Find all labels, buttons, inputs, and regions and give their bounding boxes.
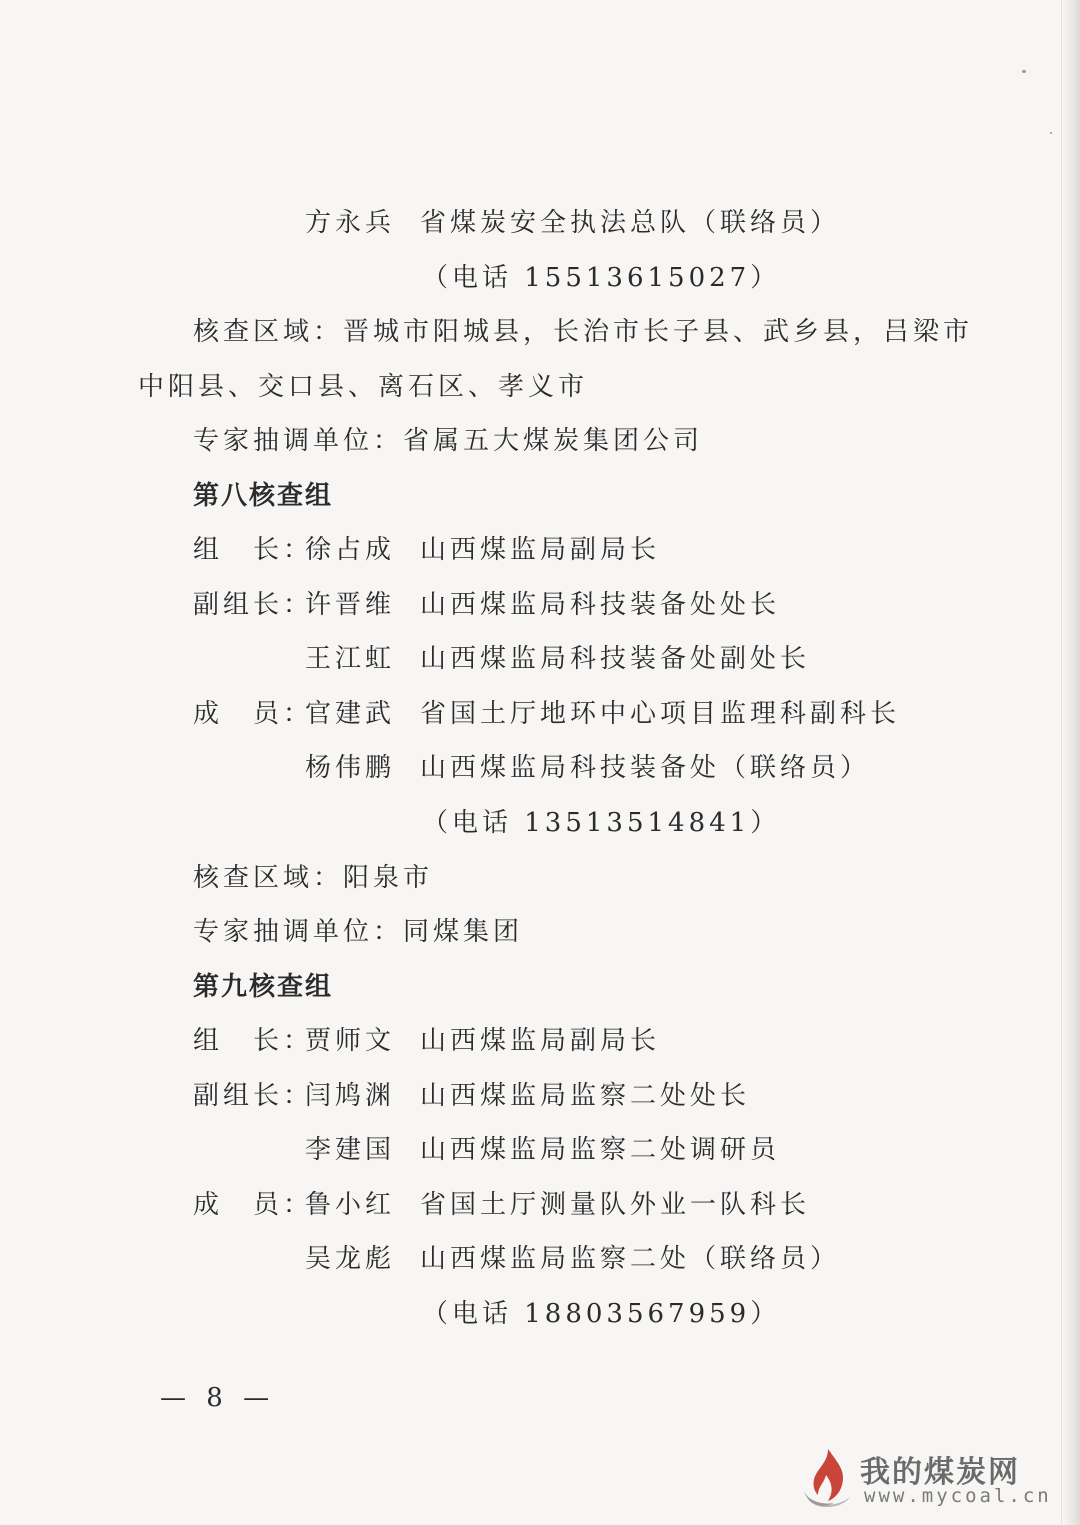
member-name: 杨伟鹏 [305,753,396,783]
page-number: — 8 — [160,1383,276,1413]
member-role: 省国土厅地环中心项目监理科副科长 [420,699,901,729]
member-title: 成 员： [193,1190,314,1220]
region-text: 核查区域：晋城市阳城县，长治市长子县、武乡县，吕梁市 [193,317,974,347]
member-role: 省煤炭安全执法总队（联络员） [420,208,841,238]
member-title: 组 长： [193,1026,314,1056]
expert-unit-text: 专家抽调单位：同煤集团 [193,917,524,947]
member-name: 许晋维 [305,590,396,620]
member-title: 副组长： [193,1081,314,1111]
watermark-url: www.mycoal.cn [864,1485,1052,1507]
member-name: 王江虹 [305,644,396,674]
region-text: 核查区域：阳泉市 [193,863,434,893]
page-edge [1061,0,1080,1525]
region-text: 中阳县、交口县、离石区、孝义市 [138,372,589,402]
member-title: 成 员： [193,699,314,729]
member-role: 山西煤监局副局长 [420,535,661,565]
scan-speck [1022,70,1026,73]
member-role: 省国土厅测量队外业一队科长 [420,1190,811,1220]
phone-text: （电话 13513514841） [422,808,781,838]
member-name: 吴龙彪 [305,1244,396,1274]
member-role: 山西煤监局监察二处（联络员） [420,1244,841,1274]
site-watermark [798,1443,1058,1515]
member-name: 徐占成 [305,535,396,565]
group-heading-text: 第九核查组 [193,972,334,1002]
member-name: 方永兵 [305,208,396,238]
member-role: 山西煤监局科技装备处（联络员） [420,753,871,783]
watermark-site-name: 我的煤炭网 [860,1455,1020,1490]
member-name: 李建国 [305,1135,396,1165]
member-name: 鲁小红 [305,1190,396,1220]
phone-text: （电话 15513615027） [422,263,781,293]
member-title: 组 长： [193,535,314,565]
member-role: 山西煤监局科技装备处处长 [420,590,781,620]
member-role: 山西煤监局科技装备处副处长 [420,644,811,674]
scan-speck [1050,132,1052,134]
member-name: 官建武 [305,699,396,729]
member-name: 贾师文 [305,1026,396,1056]
member-name: 闫鸠渊 [305,1081,396,1111]
flame-logo-icon [798,1445,858,1513]
member-role: 山西煤监局监察二处调研员 [420,1135,781,1165]
group-heading-text: 第八核查组 [193,481,334,511]
phone-text: （电话 18803567959） [422,1299,781,1329]
expert-unit-text: 专家抽调单位：省属五大煤炭集团公司 [193,426,704,456]
member-title: 副组长： [193,590,314,620]
member-role: 山西煤监局副局长 [420,1026,661,1056]
member-role: 山西煤监局监察二处处长 [420,1081,751,1111]
